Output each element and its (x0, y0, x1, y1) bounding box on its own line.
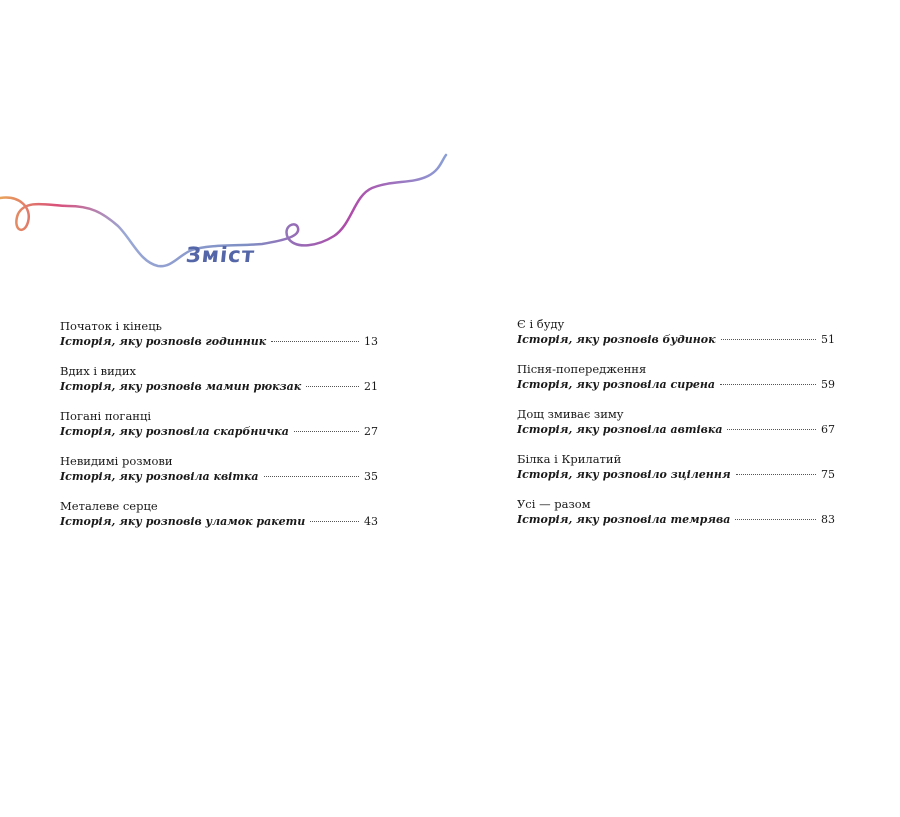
entry-subtitle: Історія, яку розповів уламок ракети (60, 515, 306, 528)
entry-line (60, 514, 378, 529)
entry-subtitle: Історія, яку розповіла скарбничка (60, 425, 289, 438)
entry-title: Погані поганці (60, 409, 152, 423)
entry-title: Дощ змиває зиму (517, 407, 624, 421)
entry-line (517, 332, 835, 347)
entry-line (60, 334, 378, 349)
entry-subtitle: Історія, яку розповіла сирена (517, 378, 716, 391)
toc-entry[interactable] (517, 317, 835, 362)
page-number: 35 (364, 470, 378, 483)
dot-leader (736, 474, 816, 475)
page-number: 75 (821, 468, 835, 481)
contents-column-right (517, 317, 835, 542)
entry-subtitle: Історія, яку розповіло зцілення (517, 468, 731, 481)
entry-title: Металеве серце (60, 499, 158, 513)
entry-subtitle: Історія, яку розповів мамин рюкзак (60, 380, 302, 393)
page-number: 13 (364, 335, 378, 348)
dot-leader (264, 476, 359, 477)
toc-entry[interactable] (60, 409, 378, 454)
contents-column-left (60, 319, 378, 544)
toc-entry[interactable] (60, 364, 378, 409)
page-number: 67 (821, 423, 835, 436)
entry-line (60, 424, 378, 439)
dot-leader (720, 384, 816, 385)
dot-leader (306, 386, 359, 387)
entry-line (60, 469, 378, 484)
entry-line (517, 512, 835, 527)
dot-leader (721, 339, 816, 340)
page-number: 51 (821, 333, 835, 346)
page-number: 83 (821, 513, 835, 526)
page-number: 43 (364, 515, 378, 528)
dot-leader (735, 519, 816, 520)
toc-entry[interactable] (60, 499, 378, 544)
entry-title: Усі — разом (517, 497, 591, 511)
entry-title: Є і буду (517, 317, 565, 331)
entry-subtitle: Історія, яку розповів годинник (60, 335, 267, 348)
dot-leader (727, 429, 816, 430)
dot-leader (310, 521, 359, 522)
toc-entry[interactable] (517, 407, 835, 452)
page-number: 59 (821, 378, 835, 391)
toc-entry[interactable] (60, 319, 378, 364)
entry-subtitle: Історія, яку розповіла автівка (517, 423, 723, 436)
page-number: 27 (364, 425, 378, 438)
entry-subtitle: Історія, яку розповіла квітка (60, 470, 259, 483)
entry-line (517, 467, 835, 482)
contents-heading: Зміст (184, 243, 257, 267)
entry-title: Початок і кінець (60, 319, 162, 333)
entry-title: Вдих і видих (60, 364, 137, 378)
entry-subtitle: Історія, яку розповіла темрява (517, 513, 731, 526)
dot-leader (294, 431, 359, 432)
dot-leader (271, 341, 359, 342)
toc-entry[interactable] (517, 362, 835, 407)
entry-subtitle: Історія, яку розповів будинок (517, 333, 716, 346)
toc-entry[interactable] (60, 454, 378, 499)
entry-title: Білка і Крилатий (517, 452, 622, 466)
entry-line (517, 422, 835, 437)
entry-line (517, 377, 835, 392)
toc-entry[interactable] (517, 497, 835, 542)
entry-line (60, 379, 378, 394)
page-number: 21 (364, 380, 378, 393)
entry-title: Невидимі розмови (60, 454, 173, 468)
toc-entry[interactable] (517, 452, 835, 497)
ribbon-illustration (0, 140, 460, 290)
entry-title: Пісня-попередження (517, 362, 647, 376)
